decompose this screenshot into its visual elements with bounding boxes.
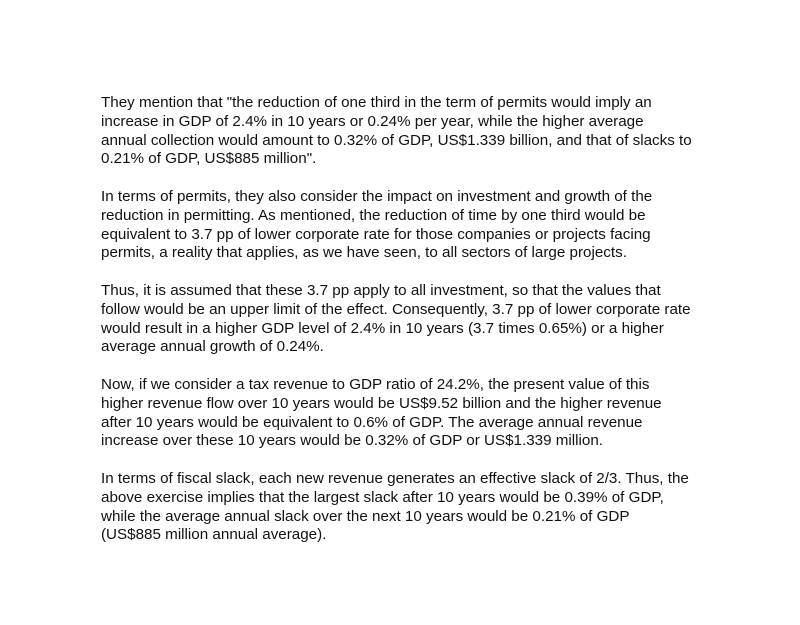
paragraph-fiscal-slack: In terms of fiscal slack, each new revenue generates an effective slack of 2/3. Thus, the above exercise implies that the largest slack after 10 years would be 0.39% of GDP, while the average annual slack over the next 10 years would be 0.21% of GDP (US$885 million annual average). <box>101 469 689 544</box>
paragraph-permits-quote: They mention that "the reduction of one third in the term of permits would imply an increase in GDP of 2.4% in 10 years or 0.24% per year, while the higher average annual collection would amount to 0.32% of GDP, US$1.339 billion, and that of slacks to 0.21% of GDP, US$885 million". <box>101 94 692 168</box>
paragraph-permits-impact: In terms of permits, they also consider the impact on investment and growth of the reduction in permitting. As mentioned, the reduction of time by one third would be equivalent to 3.7 pp of lower corporate rate for those companies or projects facing permits, a reality that applies, as we have seen, to all sectors of large projects. <box>101 187 653 262</box>
paragraph-tax-revenue: Now, if we consider a tax revenue to GDP ratio of 24.2%, the present value of this higher revenue flow over 10 years would be US$9.52 billion and the higher revenue after 10 years would be equivalent to 0.6% of GDP. The average annual revenue increase over these 10 years would be 0.32% of GDP or US$1.339 million. <box>101 375 662 450</box>
paragraph-investment-assumption: Thus, it is assumed that these 3.7 pp apply to all investment, so that the values that follow would be an upper limit of the effect. Consequently, 3.7 pp of lower corporate rate would result in a higher GDP level of 2.4% in 10 years (3.7 times 0.65%) or a higher average annual growth of 0.24%. <box>101 281 691 356</box>
document-body <box>101 94 701 564</box>
